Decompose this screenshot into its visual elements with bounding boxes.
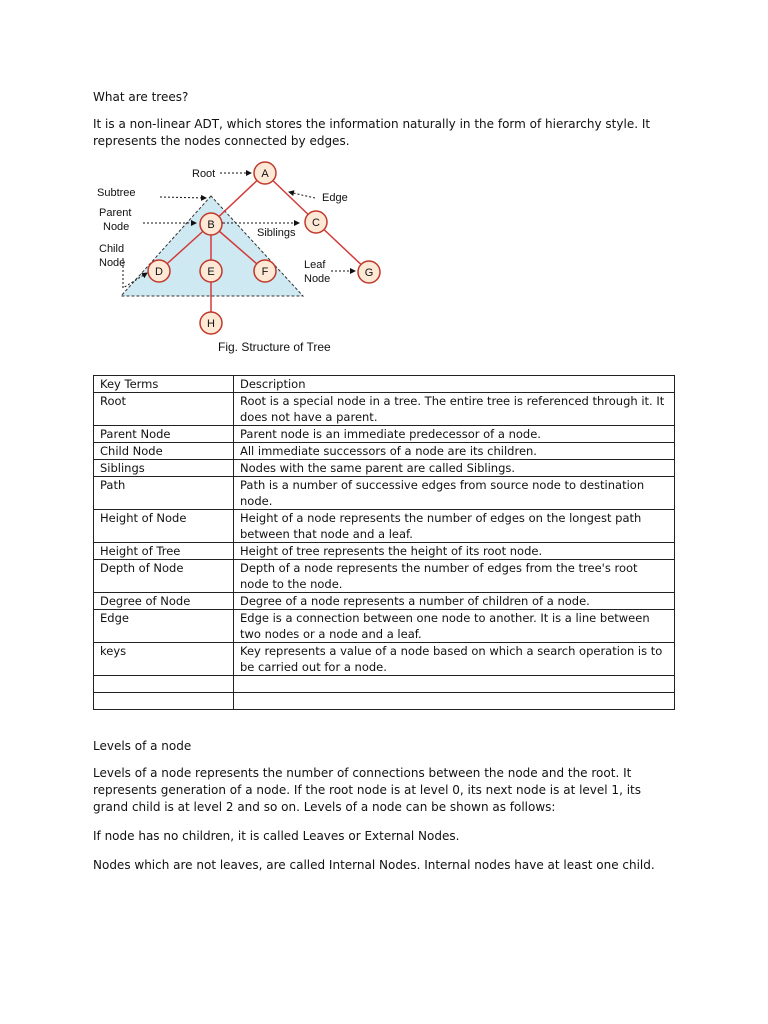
- term-cell: keys: [94, 643, 234, 676]
- table-row: [94, 560, 675, 593]
- description-cell: Height of tree represents the height of its root node.: [234, 543, 675, 560]
- node-label-f: F: [261, 266, 269, 278]
- term-cell: Depth of Node: [94, 560, 234, 593]
- label-leaf-2: Node: [304, 273, 331, 285]
- label-child-2: Node: [99, 257, 126, 269]
- edge-arrow: [289, 192, 315, 198]
- table-row: [94, 393, 675, 426]
- label-siblings: Siblings: [257, 227, 296, 239]
- description-cell: All immediate successors of a node are its children.: [234, 443, 675, 460]
- node-label-a: A: [261, 168, 269, 180]
- term-cell: [94, 693, 234, 710]
- description-cell: Height of a node represents the number of edges on the longest path between that node and a leaf.: [234, 510, 675, 543]
- table-row: [94, 460, 675, 477]
- term-cell: [94, 676, 234, 693]
- label-child-1: Child: [99, 243, 125, 255]
- levels-paragraph: Levels of a node represents the number of connections between the node and the root. It represents generation of a node. If the root node is at level 0, its next node is at level 1, its grand child is at level 2 and so on. Levels of a node can be shown as follows:: [93, 766, 641, 814]
- table-row: [94, 543, 675, 560]
- label-subtree: Subtree: [97, 187, 136, 199]
- description-cell: Key represents a value of a node based on which a search operation is to be carried out for a node.: [234, 643, 675, 676]
- node-label-g: G: [364, 267, 374, 279]
- table-header-row: [94, 376, 675, 393]
- table-row: [94, 610, 675, 643]
- label-leaf-1: Leaf: [304, 259, 326, 271]
- table-row: [94, 510, 675, 543]
- description-cell: Degree of a node represents a number of children of a node.: [234, 593, 675, 610]
- table-row: [94, 643, 675, 676]
- description-cell: Edge is a connection between one node to another. It is a line between two nodes or a node and a leaf.: [234, 610, 675, 643]
- node-label-b: B: [207, 219, 215, 231]
- node-label-h: H: [207, 318, 215, 330]
- table-row: [94, 693, 675, 710]
- table-row: [94, 676, 675, 693]
- description-cell: [234, 676, 675, 693]
- description-cell: Path is a number of successive edges from source node to destination node.: [234, 477, 675, 510]
- term-cell: Siblings: [94, 460, 234, 477]
- internal-nodes-paragraph: Nodes which are not leaves, are called Internal Nodes. Internal nodes have at least one child.: [93, 858, 655, 872]
- figure-caption: Fig. Structure of Tree: [218, 340, 331, 354]
- label-parent-1: Parent: [99, 207, 132, 219]
- header-key-terms: Key Terms: [94, 376, 234, 393]
- subtree-arrow: [160, 197, 206, 198]
- node-label-c: C: [312, 217, 320, 229]
- levels-heading: Levels of a node: [93, 739, 192, 753]
- description-cell: Depth of a node represents the number of edges from the tree's root node to the node.: [234, 560, 675, 593]
- description-cell: Root is a special node in a tree. The entire tree is referenced through it. It does not have a parent.: [234, 393, 675, 426]
- term-cell: Path: [94, 477, 234, 510]
- term-cell: Degree of Node: [94, 593, 234, 610]
- leaves-paragraph: If node has no children, it is called Leaves or External Nodes.: [93, 829, 460, 843]
- tree-structure-figure: [93, 158, 393, 358]
- description-cell: [234, 693, 675, 710]
- label-edge: Edge: [322, 192, 348, 204]
- intro-paragraph: It is a non-linear ADT, which stores the information naturally in the form of hierarchy style. It represents the nodes connected by edges.: [93, 117, 651, 148]
- label-root: Root: [192, 168, 216, 180]
- table-row: [94, 426, 675, 443]
- term-cell: Height of Tree: [94, 543, 234, 560]
- term-cell: Child Node: [94, 443, 234, 460]
- description-cell: Parent node is an immediate predecessor of a node.: [234, 426, 675, 443]
- node-label-d: D: [155, 266, 163, 278]
- key-terms-table: [93, 375, 675, 710]
- header-description: Description: [234, 376, 675, 393]
- node-label-e: E: [207, 266, 215, 278]
- term-cell: Root: [94, 393, 234, 426]
- page-heading: What are trees?: [93, 90, 189, 104]
- table-row: [94, 477, 675, 510]
- term-cell: Edge: [94, 610, 234, 643]
- term-cell: Parent Node: [94, 426, 234, 443]
- description-cell: Nodes with the same parent are called Siblings.: [234, 460, 675, 477]
- label-parent-2: Node: [103, 221, 130, 233]
- table-row: [94, 593, 675, 610]
- term-cell: Height of Node: [94, 510, 234, 543]
- table-row: [94, 443, 675, 460]
